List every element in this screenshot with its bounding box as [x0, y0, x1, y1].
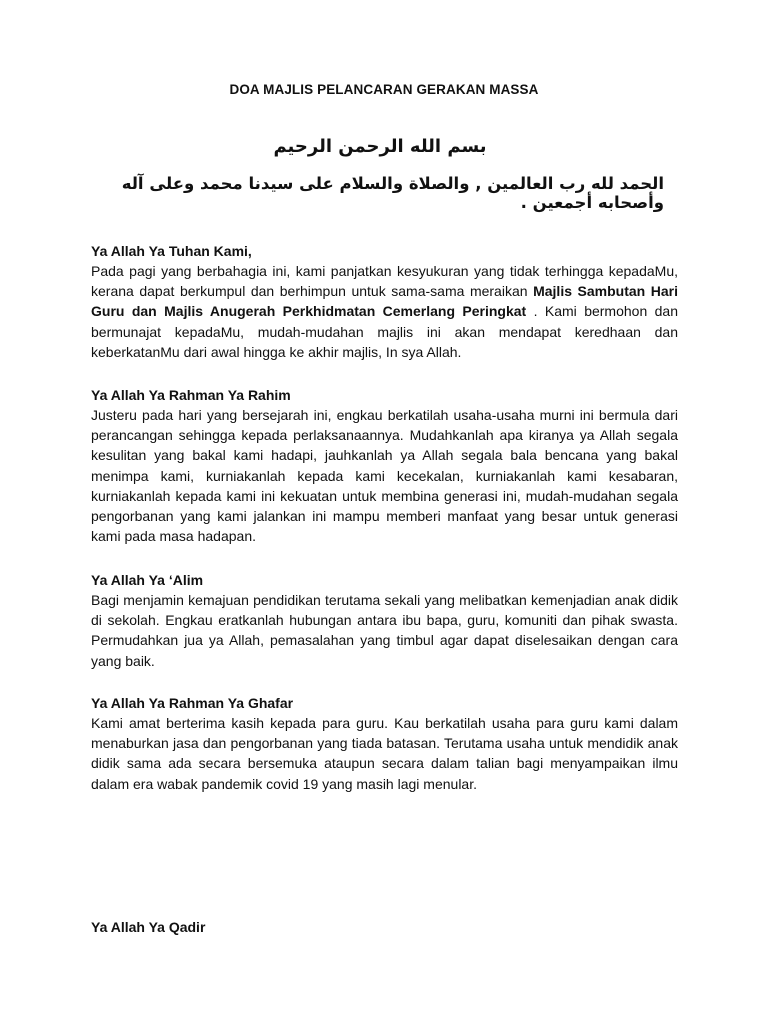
section-heading: Ya Allah Ya Rahman Ya Ghafar [91, 695, 294, 711]
section-paragraph: Kami amat berterima kasih kepada para guru. Kau berkatilah usaha para guru kami dalam menaburkan jasa dan pengorbanan yang tiada batasan. Terutama usaha untuk mendidik anak didik sama ada secara bersemuka ataupun secara dalam talian bagi menyampaikan ilmu dalam era wabak pandemik covid 19 yang masih lagi menular. [91, 715, 678, 792]
prayer-section-5 [91, 917, 678, 937]
document-title: DOA MAJLIS PELANCARAN GERAKAN MASSA [229, 82, 539, 97]
opening-praise-line: الحمد لله رب العالمين , والصلاة والسلام على سيدنا محمد وعلى آله وأصحابه أجمعين . [121, 174, 664, 212]
section-heading: Ya Allah Ya Qadir [91, 919, 206, 935]
section-heading: Ya Allah Ya ‘Alim [91, 572, 204, 588]
paragraph-text-end: . Kami bermohon dan bermunajat kepadaMu, mudah-mudahan majlis ini akan mendapat keredhaan dan keberkatanMu dari awal hingga ke akhir majlis, In sya Allah. [91, 303, 678, 360]
section-paragraph: Justeru pada hari yang bersejarah ini, engkau berkatilah usaha-usaha murni ini bermula dari perancangan sehingga kepada perlaksanaannya. Mudahkanlah apa kiranya ya Allah segala kesulitan yang bakal kami hadapi, jauhkanlah ya Allah segala bala bencana yang bakal menimpa kami, kurniakanlah kepada kami kecekalan, kurniakanlah kami kesabaran, kurniakanlah kepada kami ini kekuatan untuk membina generasi ini, mudah-mudahan segala pengorbanan yang kami jalankan ini mampu memberi manfaat yang besar untuk generasi kami pada masa hadapan. [91, 407, 678, 545]
section-paragraph [91, 261, 678, 362]
paragraph-text-start: Pada pagi yang berbahagia ini, kami panjatkan kesyukuran yang tidak terhingga kepadaMu, kerana dapat berkumpul dan berhimpun untuk sama-sama meraikan [91, 263, 678, 300]
section-heading: Ya Allah Ya Rahman Ya Rahim [91, 387, 291, 403]
prayer-section-3 [91, 570, 678, 671]
prayer-section-2 [91, 385, 678, 546]
event-name-bold: Majlis Sambutan Hari Guru dan Majlis Anugerah Perkhidmatan Cemerlang Peringkat [91, 283, 679, 320]
prayer-section-1 [91, 241, 678, 362]
section-heading: Ya Allah Ya Tuhan Kami, [91, 243, 252, 259]
section-paragraph: Bagi menjamin kemajuan pendidikan terutama sekali yang melibatkan kemenjadian anak didik di sekolah. Engkau eratkanlah hubungan antara ibu bapa, guru, komuniti dan pihak swasta. Permudahkan jua ya Allah, pemasalahan yang timbul agar dapat diselesaikan dengan cara yang baik. [91, 592, 678, 669]
basmalah-line: بسم الله الرحمن الرحيم [273, 136, 487, 157]
prayer-section-4 [91, 693, 678, 794]
